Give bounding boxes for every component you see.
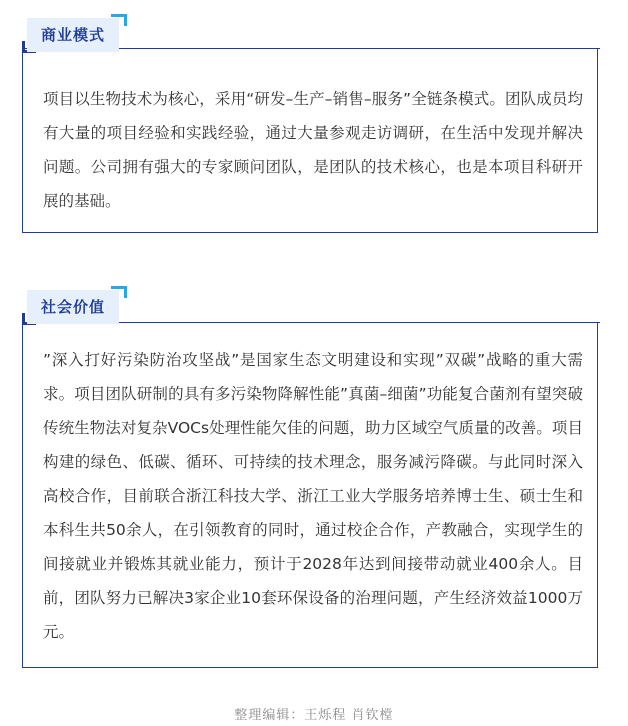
section-heading: 社会价值 (27, 290, 119, 324)
section-title-line (126, 322, 600, 323)
section-heading: 商业模式 (27, 18, 119, 52)
section-body: 项目以生物技术为核心，采用“研发–生产–销售–服务”全链条模式。团队成员均有大量的项目经验和实践经验，通过大量参观走访调研，在生活中发现并解决问题。公司拥有强大的专家顾问团队，是团队的技术核心，也是本项目科研开展的基础。 (43, 90, 583, 210)
section-body: ”深入打好污染防治攻坚战”是国家生态文明建设和实现”双碳”战略的重大需求。项目团队研制的具有多污染物降解性能”真菌–细菌”功能复合菌剂有望突破传统生物法对复杂VOCs处理性能欠佳的问题，助力区域空气质量的改善。项目构建的绿色、低碳、循环、可持续的技术理念，服务减污降碳。与此同时深入高校合作，目前联合浙江科技大学、浙江工业大学服务培养博士生、硕士生和本科生共50余人，在引领教育的同时，通过校企合作，产教融合，实现学生的间接就业并锻炼其就业能力，预计于2028年达到间接带动就业400余人。目前，团队努力已解决3家企业10套环保设备的治理问题，产生经济效益1000万元。 (43, 351, 583, 641)
editor-credit: 整理编辑：王烁程 肖钦樘 (234, 708, 394, 723)
section-title-line (126, 48, 600, 49)
